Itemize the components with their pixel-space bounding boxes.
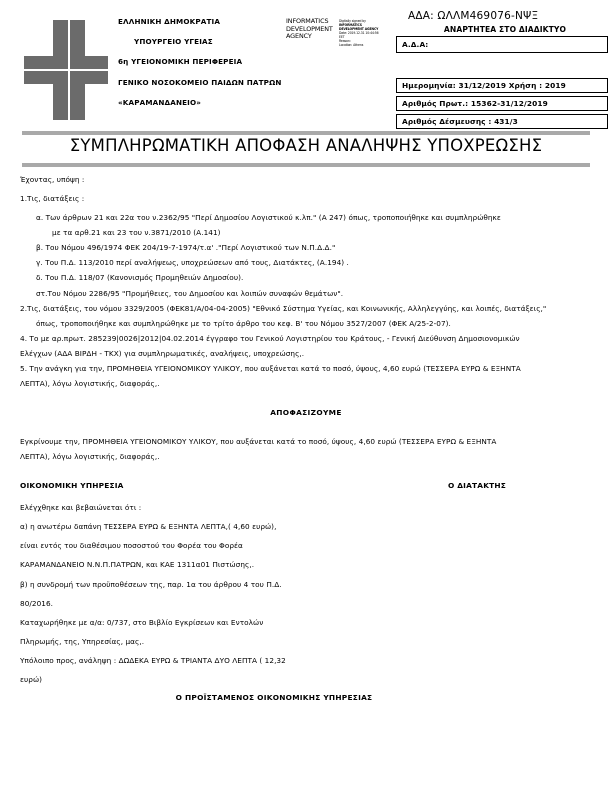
body-list1-heading: 1.Τις, διατάξεις : <box>20 194 85 204</box>
final-signature-label: Ο ΠΡΟΪΣΤΑΜΕΝΟΣ ΟΙΚΟΝΟΜΙΚΗΣ ΥΠΗΡΕΣΙΑΣ <box>175 693 373 703</box>
logo-gap-horizontal <box>24 69 108 71</box>
body-intro: Έχοντας, υπόψη : <box>20 175 85 184</box>
greek-cross-logo-icon <box>24 20 108 120</box>
ada-field-box[interactable] <box>396 36 608 53</box>
balance-line1: Υπόλοιπο προς, ανάληψη : ΔΩΔΕΚΑ ΕΥΡΩ & ΤΡΙΑΝΤΑ ΔΥΟ ΛΕΠΤΑ ( 12,32 <box>20 655 286 665</box>
body-item-2-line2: όπως, τροποποιήθηκε και συμπληρώθηκε με το τρίτο άρθρο του κεφ. Β' του Νόμου 3527/2007 (ΦΕΚ Α/25-2-07). <box>36 318 451 328</box>
verification-b: β) η συνδρομή των προϋποθέσεων της, παρ. 1α του άρθρου 4 του Π.Δ. <box>20 579 282 589</box>
body-item-a-line1: α. Των άρθρων 21 και 22α του ν.2362/95 "Περί Δημοσίου Λογιστικού κ.λπ." (Α 247) όπως, τροποποιήθηκε και συμπληρώθηκε <box>36 213 501 223</box>
page-title: ΣΥΜΠΛΗΡΩΜΑΤΙΚΗ ΑΠΟΦΑΣΗ ΑΝΑΛΗΨΗΣ ΥΠΟΧΡΕΩΣΗΣ <box>69 136 543 155</box>
organization-block <box>118 18 298 119</box>
body-item-2-line1: 2.Τις, διατάξεις, του νόμου 3329/2005 (ΦΕΚ81/Α/04-04-2005) "Εθνικό Σύστημα Υγείας, και Κοινωνικής, Αλληλεγγύης, και λοιπές, διατάξεις," <box>20 303 547 313</box>
org-line-republic: ΕΛΛΗΝΙΚΗ ΔΗΜΟΚΡΑΤΙΑ <box>118 17 221 26</box>
verification-a2: είναι εντός του διαθέσιμου ποσοστού του Φορέα του Φορέα <box>20 541 243 551</box>
ada-field-label: Α.Δ.Α: <box>402 39 429 49</box>
ada-code-text: ΑΔΑ: ΩΛΛΜ469076-ΝΨΞ <box>408 10 539 22</box>
body-item-4-line2: Ελέγχων (ΑΔΑ ΒΙΡΔΗ - ΤΚΧ) για συμπληρωματικές, αναλήψεις, υποχρεώσης,. <box>20 348 305 358</box>
org-line-ministry: ΥΠΟΥΡΓΕΙΟ ΥΓΕΙΑΣ <box>134 37 213 47</box>
body-item-4-line1: 4. Το με αρ.πρωτ. 285239|0026|2012|04.02.2014 έγγραφο του Γενικού Λογιστηρίου του Κράτους, - Γενική Διεύθυνση Δημοσιονομικών <box>20 333 520 343</box>
ida-detail-line: EET <box>339 35 345 40</box>
document-header <box>0 0 612 124</box>
decision-line2: ΛΕΠΤΑ), λόγω λογιστικής, διαφοράς,. <box>20 452 160 462</box>
verification-a3: ΚΑΡΑΜΑΝΔΑΝΕΙΟ Ν.Ν.Π.ΠΑΤΡΩΝ, και ΚΑΕ 1311α01 Πιστώσης,. <box>20 560 255 570</box>
registration-line2: Πληρωμής, της, Υπηρεσίας, μας,. <box>20 636 145 646</box>
verification-intro: Ελέγχθηκε και βεβαιώνεται ότι : <box>20 503 142 513</box>
signer-financial-service: ΟΙΚΟΝΟΜΙΚΗ ΥΠΗΡΕΣΙΑ <box>20 481 124 491</box>
org-line-hospital: ΓΕΝΙΚΟ ΝΟΣΟΚΟΜΕΙΟ ΠΑΙΔΩΝ ΠΑΤΡΩΝ <box>118 77 282 87</box>
ida-detail-line: Location: Athens <box>339 43 364 48</box>
commitment-field-label: Αριθμός Δέσμευσης : 431/3 <box>402 116 518 126</box>
balance-line2: ευρώ) <box>20 674 43 684</box>
ida-agency-name: INFORMATICS DEVELOPMENT AGENCY <box>286 17 333 41</box>
decision-heading: ΑΠΟΦΑΣΙΖΟΥΜΕ <box>270 408 342 418</box>
body-item-5-line2: ΛΕΠΤΑ), λόγω λογιστικής, διαφοράς,. <box>20 379 160 389</box>
signer-authorizing-officer: Ο ΔΙΑΤΑΚΤΗΣ <box>447 481 506 491</box>
ida-detail-line: INFORMATICS <box>339 23 362 28</box>
signers-row <box>20 481 592 490</box>
commitment-field-box <box>396 114 608 129</box>
decision-line1: Εγκρίνουμε την, ΠΡΟΜΗΘΕΙΑ ΥΓΕΙΟΝΟΜΙΚΟΥ ΥΛΙΚΟΥ, που αυξάνεται κατά το ποσό, ύψους, 4,60 ευρώ (ΤΕΣΣΕΡΑ ΕΥΡΩ & ΕΞΗΝΤΑ <box>20 437 497 447</box>
body-item-gamma: γ. Του Π.Δ. 113/2010 περί αναλήψεως, υποχρεώσεων από τους, Διατάκτες, (Α.194) . <box>36 258 349 268</box>
body-item-stigma: στ.Του Νόμου 2286/95 "Προμήθειες, του Δημοσίου και λοιπών συναφών θεμάτων". <box>36 288 344 298</box>
org-line-health-region: 6η ΥΓΕΙΟΝΟΜΙΚΗ ΠΕΡΙΦΕΡΕΙΑ <box>118 57 243 67</box>
document-body <box>20 174 592 702</box>
title-rule-top <box>22 131 590 135</box>
body-item-b: β. Του Νόμου 496/1974 ΦΕΚ 204/19-7-1974/τ.α' ."Περί Λογιστικού των Ν.Π.Δ.Δ." <box>36 243 336 253</box>
verification-b2: 80/2016. <box>20 598 54 608</box>
ida-detail-line: Reason: <box>339 39 351 44</box>
registration-line1: Καταχωρήθηκε με α/α: 0/737, στο Βιβλίο Εγκρίσεων και Εντολών <box>20 617 264 627</box>
ida-detail-line: Digitally signed by <box>339 19 366 23</box>
date-field-label: Ημερομηνία: 31/12/2019 Χρήση : 2019 <box>402 80 566 90</box>
protocol-field-label: Αριθμός Πρωτ.: 15362-31/12/2019 <box>402 98 548 108</box>
org-line-hospital-nickname: «ΚΑΡΑΜΑΝΔΑΝΕΙΟ» <box>118 97 202 107</box>
ida-detail-line: Date: 2019.12.31 10:44:56 <box>339 31 379 36</box>
protocol-field-box <box>396 96 608 111</box>
body-item-delta: δ. Του Π.Δ. 118/07 (Κανονισμός Προμηθειών Δημοσίου). <box>36 273 244 283</box>
body-item-a-line2: με τα αρθ.21 και 23 του ν.3871/2010 (Α.141) <box>52 228 221 238</box>
ida-detail-line: DEVELOPMENT AGENCY <box>339 27 379 32</box>
digital-signature-stamp <box>286 18 386 60</box>
anartitea-label: ΑΝΑΡΤΗΤΕΑ ΣΤΟ ΔΙΑΔΙΚΤΥΟ <box>443 25 567 34</box>
body-item-5-line1: 5. Την ανάγκη για την, ΠΡΟΜΗΘΕΙΑ ΥΓΕΙΟΝΟΜΙΚΟΥ ΥΛΙΚΟΥ, που αυξάνεται κατά το ποσό, ύψους, 4,60 ευρώ (ΤΕΣΣΕΡΑ ΕΥΡΩ & ΕΞΗΝΤΑ <box>20 363 521 373</box>
date-field-box <box>396 78 608 93</box>
verification-a: α) η ανωτέρω δαπάνη ΤΕΣΣΕΡΑ ΕΥΡΩ & ΕΞΗΝΤΑ ΛΕΠΤΑ,( 4,60 ευρώ), <box>20 522 277 532</box>
ida-signature-details <box>339 19 387 48</box>
title-rule-bottom <box>22 163 590 167</box>
